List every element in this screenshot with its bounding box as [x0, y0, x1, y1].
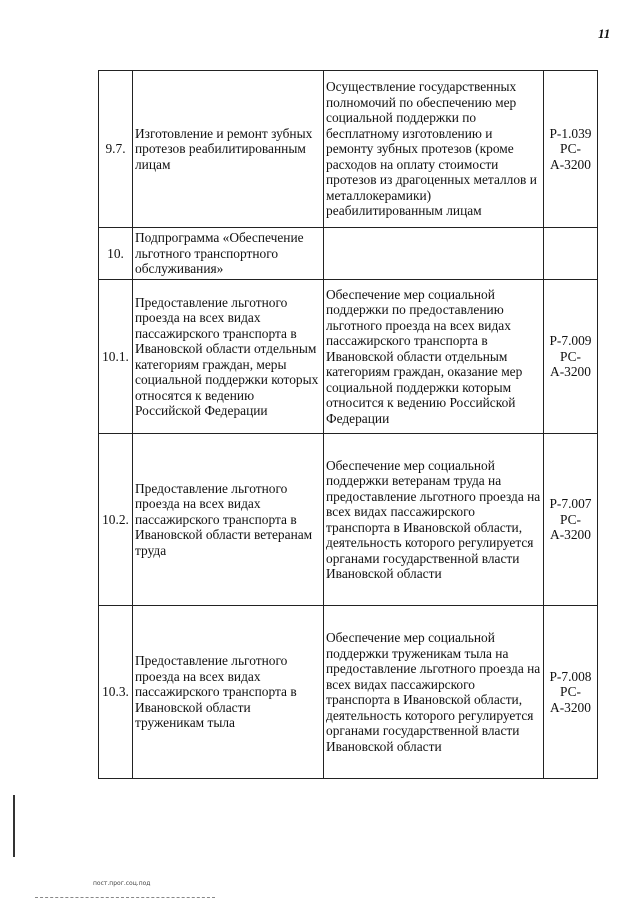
- measure-name: Предоставление льготного проезда на всех видах пассажирского транспорта в Ивановской области ветеранам труда: [133, 434, 324, 606]
- measure-name: Предоставление льготного проезда на всех видах пассажирского транспорта в Ивановской области отдельным категориям граждан, меры социальной поддержки которых относятся к ведению Российской Федерации: [133, 280, 324, 434]
- budget-code: Р-1.039 РС-А-3200: [544, 71, 598, 228]
- page-number: 11: [598, 26, 611, 41]
- table-row: [99, 606, 598, 779]
- row-number: 10.: [99, 228, 133, 280]
- row-number: 9.7.: [99, 71, 133, 228]
- measures-table: [98, 70, 598, 779]
- budget-code: Р-7.007 РС-А-3200: [544, 434, 598, 606]
- margin-mark: [13, 795, 15, 857]
- measure-name: Предоставление льготного проезда на всех видах пассажирского транспорта в Ивановской области труженикам тыла: [133, 606, 324, 779]
- budget-code: Р-7.009 РС-А-3200: [544, 280, 598, 434]
- measure-name: Изготовление и ремонт зубных протезов реабилитированным лицам: [133, 71, 324, 228]
- table-row: [99, 434, 598, 606]
- measure-description: [324, 228, 544, 280]
- budget-code: [544, 228, 598, 280]
- table-row: [99, 71, 598, 228]
- row-number: 10.1.: [99, 280, 133, 434]
- measure-description: Обеспечение мер социальной поддержки труженикам тыла на предоставление льготного проезда на всех видах пассажирского транспорта в Ивановской области, деятельность которого регулируется органами государственной власти Ивановской области: [324, 606, 544, 779]
- subprogram-title: Подпрограмма «Обеспечение льготного транспортного обслуживания»: [133, 228, 324, 280]
- footer-divider: [35, 897, 215, 898]
- measure-description: Обеспечение мер социальной поддержки по предоставлению льготного проезда на всех видах пассажирского транспорта в Ивановской области отдельным категориям граждан, оказание мер социальной поддержки которым относится к ведению Российской Федерации: [324, 280, 544, 434]
- budget-code: Р-7.008 РС-А-3200: [544, 606, 598, 779]
- row-number: 10.3.: [99, 606, 133, 779]
- table-row: [99, 280, 598, 434]
- row-number: 10.2.: [99, 434, 133, 606]
- file-note: пост.прог.соц.под: [93, 880, 151, 887]
- measure-description: Осуществление государственных полномочий по обеспечению мер социальной поддержки по бесплатному изготовлению и ремонту зубных протезов (кроме расходов на оплату стоимости протезов из драгоценных металлов и металлокерамики) реабилитированным лицам: [324, 71, 544, 228]
- measure-description: Обеспечение мер социальной поддержки ветеранам труда на предоставление льготного проезда на всех видах пассажирского транспорта в Ивановской области, деятельность которого регулируется органами государственной власти Ивановской области: [324, 434, 544, 606]
- table-row: [99, 228, 598, 280]
